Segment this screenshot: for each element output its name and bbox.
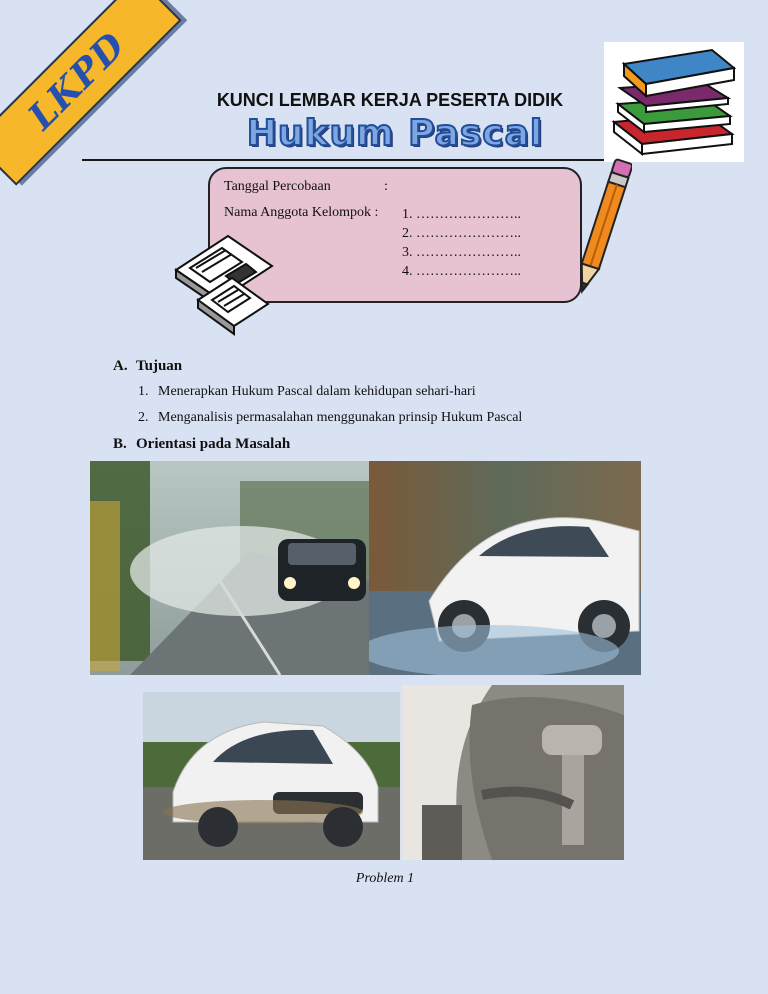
section-a-heading [113, 358, 182, 375]
member-slot: 1. ………………….. [402, 207, 521, 222]
floppy-disks-illustration [168, 230, 280, 342]
books-icon [604, 42, 744, 162]
objective-text: Menganalisis permasalahan menggunakan prinsip Hukum Pascal [158, 410, 523, 425]
pencil-icon [572, 152, 632, 302]
objective-number: 2. [138, 410, 149, 425]
photo-car-splash [369, 461, 641, 675]
ribbon-label: LKPD [20, 24, 134, 138]
pencil-illustration [572, 152, 632, 302]
floppy-disk-icon [168, 230, 280, 342]
members-list [402, 205, 521, 281]
objective-item [138, 384, 476, 400]
member-slot: 3. ………………….. [402, 245, 521, 260]
objective-item [138, 410, 522, 426]
photo-muddy-car [143, 692, 400, 860]
page-title: Hukum Pascal [246, 113, 544, 154]
section-b-heading [113, 436, 290, 453]
date-colon: : [384, 179, 388, 194]
member-slot: 2. ………………….. [402, 226, 521, 241]
figure-caption: Problem 1 [355, 871, 415, 886]
objective-text: Menerapkan Hukum Pascal dalam kehidupan sehari-hari [158, 384, 476, 399]
section-b-title: Orientasi pada Masalah [136, 436, 291, 452]
document-header-title: KUNCI LEMBAR KERJA PESERTA DIDIK [216, 90, 564, 110]
section-b-letter: B. [113, 436, 127, 452]
section-a-letter: A. [113, 358, 128, 374]
objective-number: 1. [138, 384, 149, 399]
photo-car-rain-road [90, 461, 369, 675]
books-illustration [604, 42, 744, 162]
member-slot: 4. ………………….. [402, 264, 521, 279]
date-label: Tanggal Percobaan [224, 179, 331, 194]
photo-wheel-suspension [402, 685, 624, 860]
members-label: Nama Anggota Kelompok : [224, 205, 379, 220]
lkpd-ribbon [0, 0, 190, 190]
ribbon-banner [0, 0, 182, 186]
section-a-title: Tujuan [136, 358, 183, 374]
title-divider [82, 159, 647, 161]
